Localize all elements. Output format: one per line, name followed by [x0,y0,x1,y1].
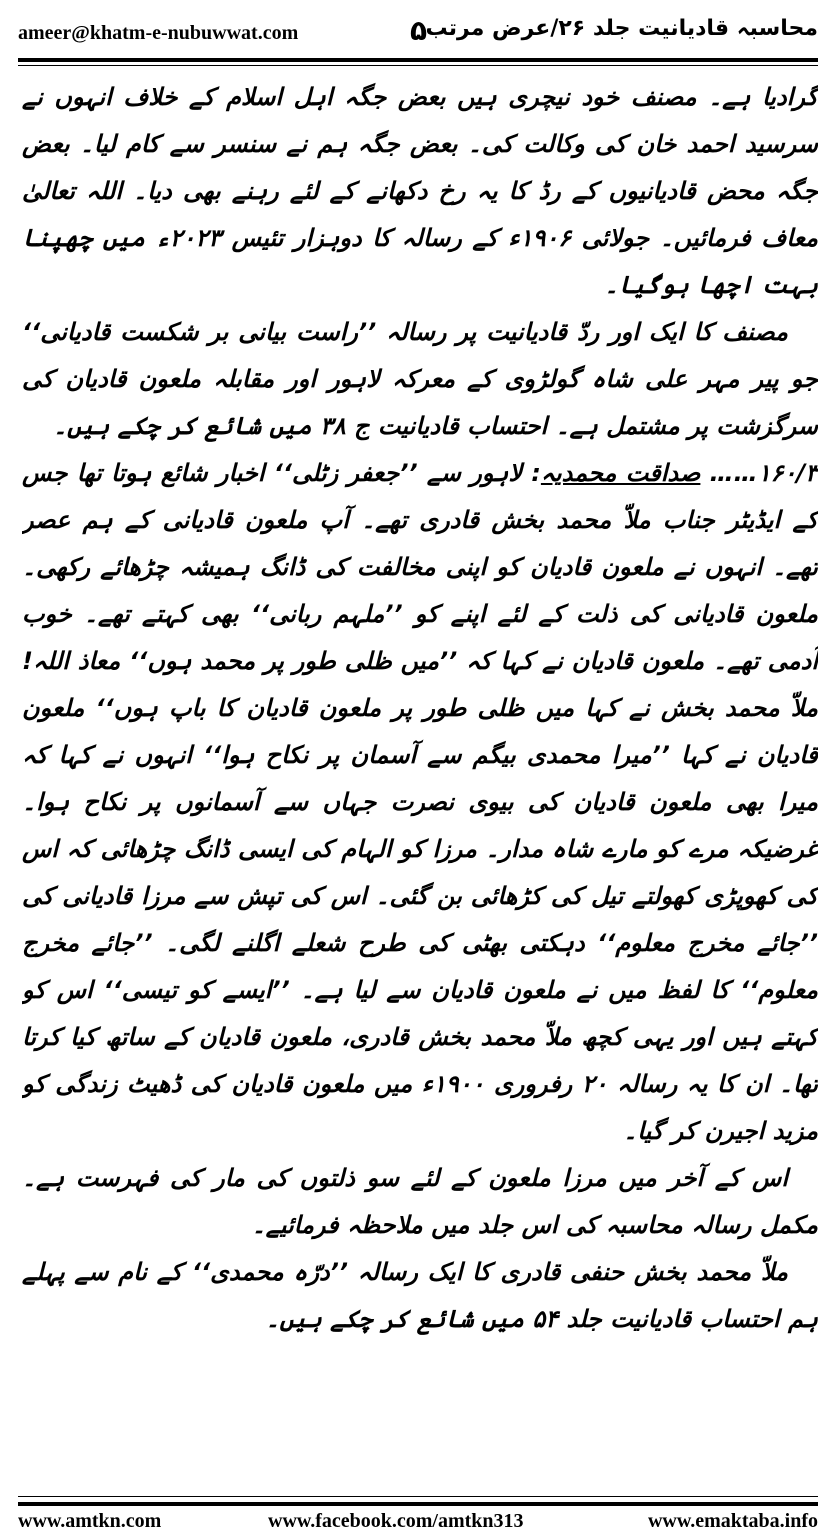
footer-link-amtkn[interactable]: www.amtkn.com [18,1510,162,1532]
paragraph-2: مصنف کا ایک اور ردّ قادیانیت پر رسالہ ’’راست بیانی بر شکست قادیانی‘‘ جو پیر مہر علی شاہ گولڑوی کے معرکہ لاہور اور مقابلہ ملعون قادیان کی سرگزشت پر مشتمل ہے۔ احتساب قادیانیت ج ۳۸ میں شائع کر چکے ہیں۔ [22,318,818,440]
footer-link-emaktaba[interactable]: www.emaktaba.info [647,1510,818,1532]
item-number: ۱۶۰/۳…… [700,459,818,487]
paragraph-4: اس کے آخر میں مرزا ملعون کے لئے سو ذلتوں کی مار کی فہرست ہے۔ مکمل رسالہ محاسبہ کی اس جلد میں ملاحظہ فرمائیے۔ [22,1164,818,1239]
header-rule-thin [18,65,818,66]
footer-link-facebook[interactable]: www.facebook.com/amtkn313 [268,1510,524,1532]
paragraph-3 [22,450,818,1155]
item-text: : لاہور سے ’’جعفر زٹلی‘‘ اخبار شائع ہوتا تھا جس کے ایڈیٹر جناب ملاّ محمد بخش قادری تھے۔ آپ ملعون قادیانی کے ہم عصر تھے۔ انہوں نے ملعون قادیان کو اپنی مخالفت کی ڈانگ ہمیشہ چڑھائے رکھی۔ ملعون قادیانی کی ذلت کے لئے اپنے کو ’’ملہم ربانی‘‘ بھی کہتے تھے۔ خوب آدمی تھے۔ ملعون قادیان نے کہا کہ ’’میں ظلی طور پر محمد ہوں‘‘ معاذ اللہ! ملاّ محمد بخش نے کہا میں ظلی طور پر ملعون قادیان کا باپ ہوں‘‘ ملعون قادیان نے کہا ’’میرا محمدی بیگم سے آسمان پر نکاح ہوا‘‘ انہوں نے کہا کہ میرا بھی ملعون قادیان کی بیوی نصرت جہاں سے آسمانوں پر نکاح ہوا۔ غرضیکہ مرے کو مارے شاہ مدار۔ مرزا کو الہام کی ایسی ڈانگ چڑھائی کہ اس کی کھوپڑی کھولتے تیل کی کڑھائی بن گئی۔ اس کی تپش سے مرزا قادیانی کی ’’جائے مخرج معلوم‘‘ دہکتی بھٹی کی طرح شعلے اگلنے لگی۔ ’’جائے مخرج معلوم‘‘ کا لفظ میں نے ملعون قادیان سے لیا ہے۔ ’’ایسے کو تیسی‘‘ اس کو کہتے ہیں اور یہی کچھ ملاّ محمد بخش قادری، ملعون قادیان کے ساتھ کیا کرتا تھا۔ ان کا یہ رسالہ ۲۰ رفروری ۱۹۰۰ء میں ملعون قادیان کی ڈھیٹ زندگی کو مزید اجیرن کر گیا۔ [22,459,818,1145]
page-number: ۵ [410,14,428,47]
header-rule-thick [18,58,818,62]
item-title: صداقت محمدیہ [540,459,701,487]
running-title: محاسبہ قادیانیت جلد ۲۶/عرض مرتب [425,16,818,41]
footer-rule-thin [18,1496,818,1497]
header-email: ameer@khatm-e-nubuwwat.com [18,22,299,44]
page-footer [18,1510,818,1538]
footer-rule-thick [18,1502,818,1506]
page-header [18,10,818,56]
page-body [22,74,818,1484]
paragraph-1: گرادیا ہے۔ مصنف خود نیچری ہیں بعض جگہ اہل اسلام کے خلاف انہوں نے سرسید احمد خان کی وکالت کی۔ بعض جگہ ہم نے سنسر سے کام لیا۔ بعض جگہ محض قادیانیوں کے رڈ کا یہ رخ دکھانے کے لئے رہنے بھی دیا۔ اللہ تعالیٰ معاف فرمائیں۔ جولائی ۱۹۰۶ء کے رسالہ کا دوہزار تئیس ۲۰۲۳ء میں چھپنا بہت اچھا ہوگیا۔ [22,83,818,299]
paragraph-5: ملاّ محمد بخش حنفی قادری کا ایک رسالہ ’’درّہ محمدی‘‘ کے نام سے پہلے ہم احتساب قادیانیت جلد ۵۴ میں شائع کر چکے ہیں۔ [22,1258,818,1333]
